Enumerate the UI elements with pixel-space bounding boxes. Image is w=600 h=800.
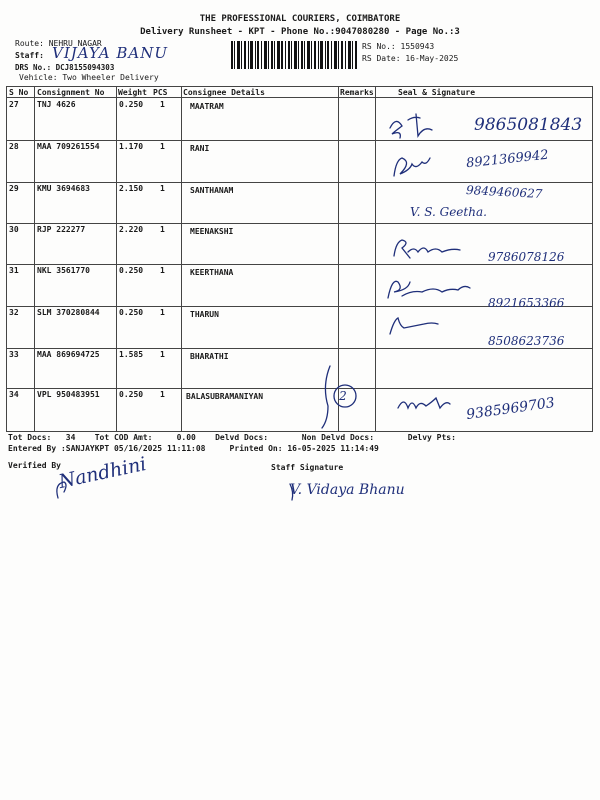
signature-phone-32: 8508623736 (488, 334, 565, 348)
row-sno: 27 (9, 100, 19, 109)
row-weight: 0.250 (119, 266, 144, 275)
row-weight: 0.250 (119, 308, 144, 317)
verified-by-label: Verified By (8, 461, 61, 470)
route: Route: NEHRU NAGAR (15, 39, 102, 48)
row-pcs: 1 (160, 225, 165, 234)
signature-phone-31: 8921653366 (488, 296, 565, 310)
row-consignee: BHARATHI (190, 352, 229, 361)
signature-name-29: V. S. Geetha. (410, 205, 487, 219)
row-pcs: 1 (160, 308, 165, 317)
row-consignee: KEERTHANA (190, 268, 234, 277)
row-consignment: MAA 709261554 (37, 142, 100, 151)
col-header-pcs: PCS (153, 88, 168, 97)
entered-by-line: Entered By :SANJAYKPT 05/16/2025 11:11:08 Printed On: 16-05-2025 11:14:49 (8, 444, 379, 453)
row-consignee: MAATRAM (190, 102, 224, 111)
row-consignee: SANTHANAM (190, 186, 234, 195)
row-weight: 0.250 (119, 100, 144, 109)
runsheet-title: THE PROFESSIONAL COURIERS, COIMBATORE (199, 14, 401, 24)
col-header-weight: Weight (118, 88, 147, 97)
signature-phone-34: 9385969703 (465, 394, 556, 424)
staff-signature: V. Vidaya Bhanu (290, 482, 405, 498)
signature-phone-29: 9849460627 (465, 183, 543, 201)
row-consignment: NKL 3561770 (37, 266, 90, 275)
row-pcs: 1 (160, 184, 165, 193)
row-weight: 2.220 (119, 225, 144, 234)
col-header-sno: S No (9, 88, 29, 97)
row-sno: 32 (9, 308, 19, 317)
totals-line: Tot Docs: 34 Tot COD Amt: 0.00 Delvd Docs: Non Delvd Docs: Delvy Pts: (8, 433, 456, 442)
signature-phone-28: 8921369942 (465, 147, 550, 172)
row-sno: 30 (9, 225, 19, 234)
row-sno: 29 (9, 184, 19, 193)
row-pcs: 1 (160, 390, 165, 399)
circle-mark-number: 2 (339, 389, 347, 403)
rs-date: RS Date: 16-May-2025 (362, 54, 459, 63)
row-weight: 1.170 (119, 142, 144, 151)
row-consignment: RJP 222277 (37, 225, 86, 234)
row-sno: 28 (9, 142, 19, 151)
row-sno: 31 (9, 266, 19, 275)
row-sno: 33 (9, 350, 19, 359)
row-consignee: BALASUBRAMANIYAN (186, 392, 264, 401)
runsheet-subtitle: Delivery Runsheet - KPT - Phone No.:9047080280 - Page No.:3 (140, 27, 460, 37)
row-weight: 1.585 (119, 350, 144, 359)
signature-phone-27: 9865081843 (474, 115, 583, 135)
row-consignee: THARUN (190, 310, 219, 319)
row-pcs: 1 (160, 142, 165, 151)
row-pcs: 1 (160, 100, 165, 109)
row-weight: 0.250 (119, 390, 144, 399)
row-sno: 34 (9, 390, 19, 399)
staff-signature-label: Staff Signature (271, 463, 344, 472)
col-header-consignee: Consignee Details (183, 88, 265, 97)
row-consignee: RANI (190, 144, 210, 153)
col-header-consignment: Consignment No (37, 88, 105, 97)
col-header-signature: Seal & Signature (398, 88, 476, 97)
row-consignment: SLM 370280844 (37, 308, 100, 317)
drs-number: DRS No.: DCJ8155094303 (15, 63, 115, 72)
row-consignee: MEENAKSHI (190, 227, 234, 236)
verified-by-signature: Nandhini (56, 452, 149, 494)
row-consignment: KMU 3694683 (37, 184, 90, 193)
vehicle: Vehicle: Two Wheeler Delivery (19, 73, 159, 82)
barcode (231, 41, 357, 69)
row-pcs: 1 (160, 350, 165, 359)
row-consignment: MAA 869694725 (37, 350, 100, 359)
staff-label: Staff: (15, 51, 44, 60)
col-header-remarks: Remarks (340, 88, 374, 97)
row-pcs: 1 (160, 266, 165, 275)
barcode-bars (231, 41, 357, 69)
row-consignment: TNJ 4626 (37, 100, 76, 109)
staff-name-handwritten: VIJAYA BANU (52, 44, 168, 62)
rs-number: RS No.: 1550943 (362, 42, 435, 51)
row-weight: 2.150 (119, 184, 144, 193)
signature-phone-30: 9786078126 (488, 250, 565, 264)
row-consignment: VPL 950483951 (37, 390, 100, 399)
